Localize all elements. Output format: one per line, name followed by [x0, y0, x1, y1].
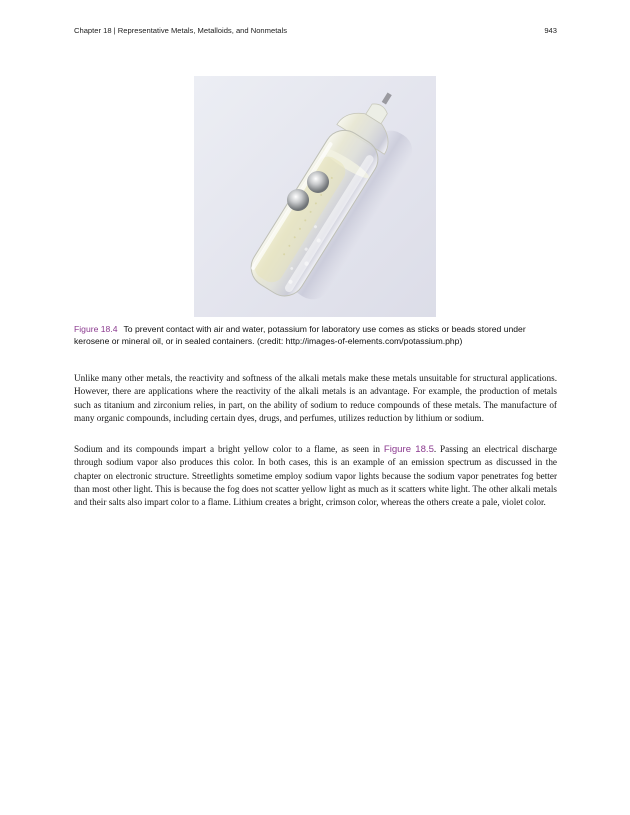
potassium-bead: [287, 189, 309, 211]
figure-caption-text: To prevent contact with air and water, potassium for laboratory use comes as sticks or beads stored under kerosene or mineral oil, or in sealed containers. (credit: http://images-of-elements.com/potassium.php): [74, 324, 526, 346]
page-number: 943: [544, 26, 557, 35]
paragraph-text: Sodium and its compounds impart a bright yellow color to a flame, as seen in: [74, 444, 384, 454]
figure-reference-link[interactable]: Figure 18.5: [383, 444, 434, 455]
chapter-title: Chapter 18 | Representative Metals, Metalloids, and Nonmetals: [74, 26, 288, 35]
figure-label: Figure 18.4: [74, 324, 118, 334]
figure-caption: [74, 323, 558, 347]
body-paragraph: Unlike many other metals, the reactivity and softness of the alkali metals make these metals unsuitable for structural applications. However, there are applications where the reactivity of the alkali metals is an advantage. For example, the production of metals such as titanium and zirconium relies, in part, on the ability of sodium to reduce compounds of these metals. The manufacture of many organic compounds, including certain dyes, drugs, and perfumes, utilizes reduction by lithium or sodium.: [74, 373, 557, 423]
potassium-bead: [307, 171, 329, 193]
body-paragraph: [74, 443, 557, 509]
paragraph-text: . Passing an electrical discharge through sodium vapor also produces this color. In both cases, this is an example of an emission spectrum as discussed in the chapter on electronic structure. Streetlights sometime employ sodium vapor lights because the sodium vapor penetrates fog better than most other light. This is because the fog does not scatter yellow light as much as it scatters white light. The other alkali metals and their salts also impart color to a flame. Lithium creates a bright, crimson color, whereas the others create a pale, violet color.: [74, 444, 557, 508]
potassium-ampoule-photo: [194, 76, 436, 317]
